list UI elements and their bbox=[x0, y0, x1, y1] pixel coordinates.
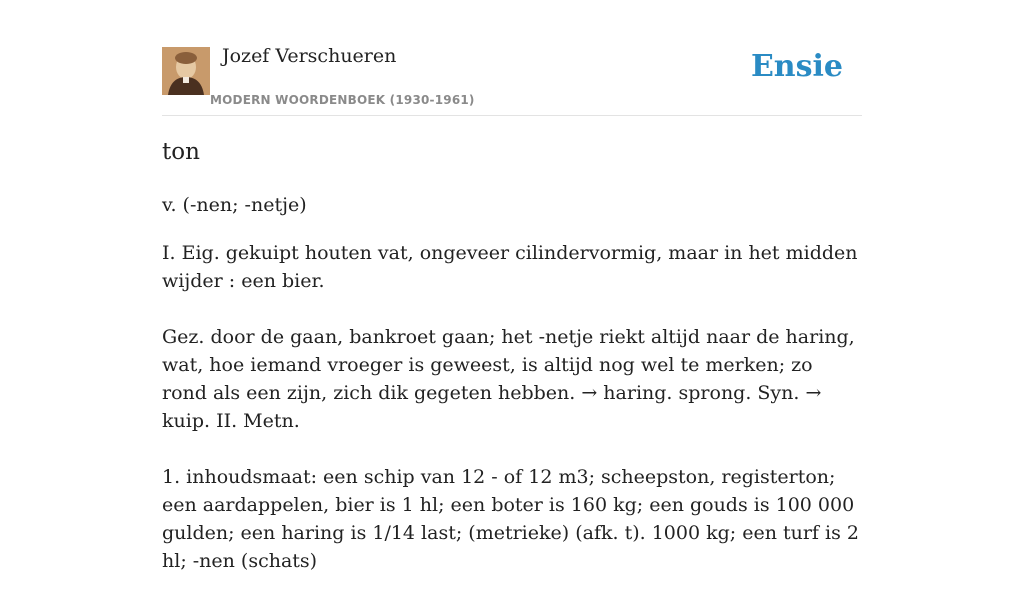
source-title[interactable]: MODERN WOORDENBOEK (1930-1961) bbox=[210, 93, 475, 107]
header bbox=[162, 0, 862, 116]
author-name[interactable]: Jozef Verschueren bbox=[222, 45, 397, 67]
author-avatar[interactable] bbox=[162, 47, 210, 95]
definition-paragraph: I. Eig. gekuipt houten vat, ongeveer cilindervormig, maar in het midden wijder : een bier. bbox=[162, 242, 858, 292]
portrait-icon bbox=[162, 47, 210, 95]
entry-definition bbox=[162, 239, 862, 603]
brand-logo[interactable]: Ensie bbox=[750, 49, 843, 84]
entry-grammar: v. (-nen; -netje) bbox=[162, 194, 307, 216]
entry-term: ton bbox=[162, 139, 200, 165]
definition-paragraph: 1. inhoudsmaat: een schip van 12 - of 12 m3; scheepston, registerton; een aardappelen, bier is 1 hl; een boter is 160 kg; een gouds is 100 000 gulden; een haring is 1/14 last; (metrieke) (afk. t). 1000 kg; een turf is 2 hl; -nen (schats) bbox=[162, 466, 859, 572]
entry-page bbox=[162, 0, 862, 572]
definition-paragraph: Gez. door de gaan, bankroet gaan; het -netje riekt altijd naar de haring, wat, hoe iemand vroeger is geweest, is altijd nog wel te merken; zo rond als een zijn, zich dik gegeten hebben. → haring. sprong. Syn. → kuip. II. Metn. bbox=[162, 326, 855, 432]
